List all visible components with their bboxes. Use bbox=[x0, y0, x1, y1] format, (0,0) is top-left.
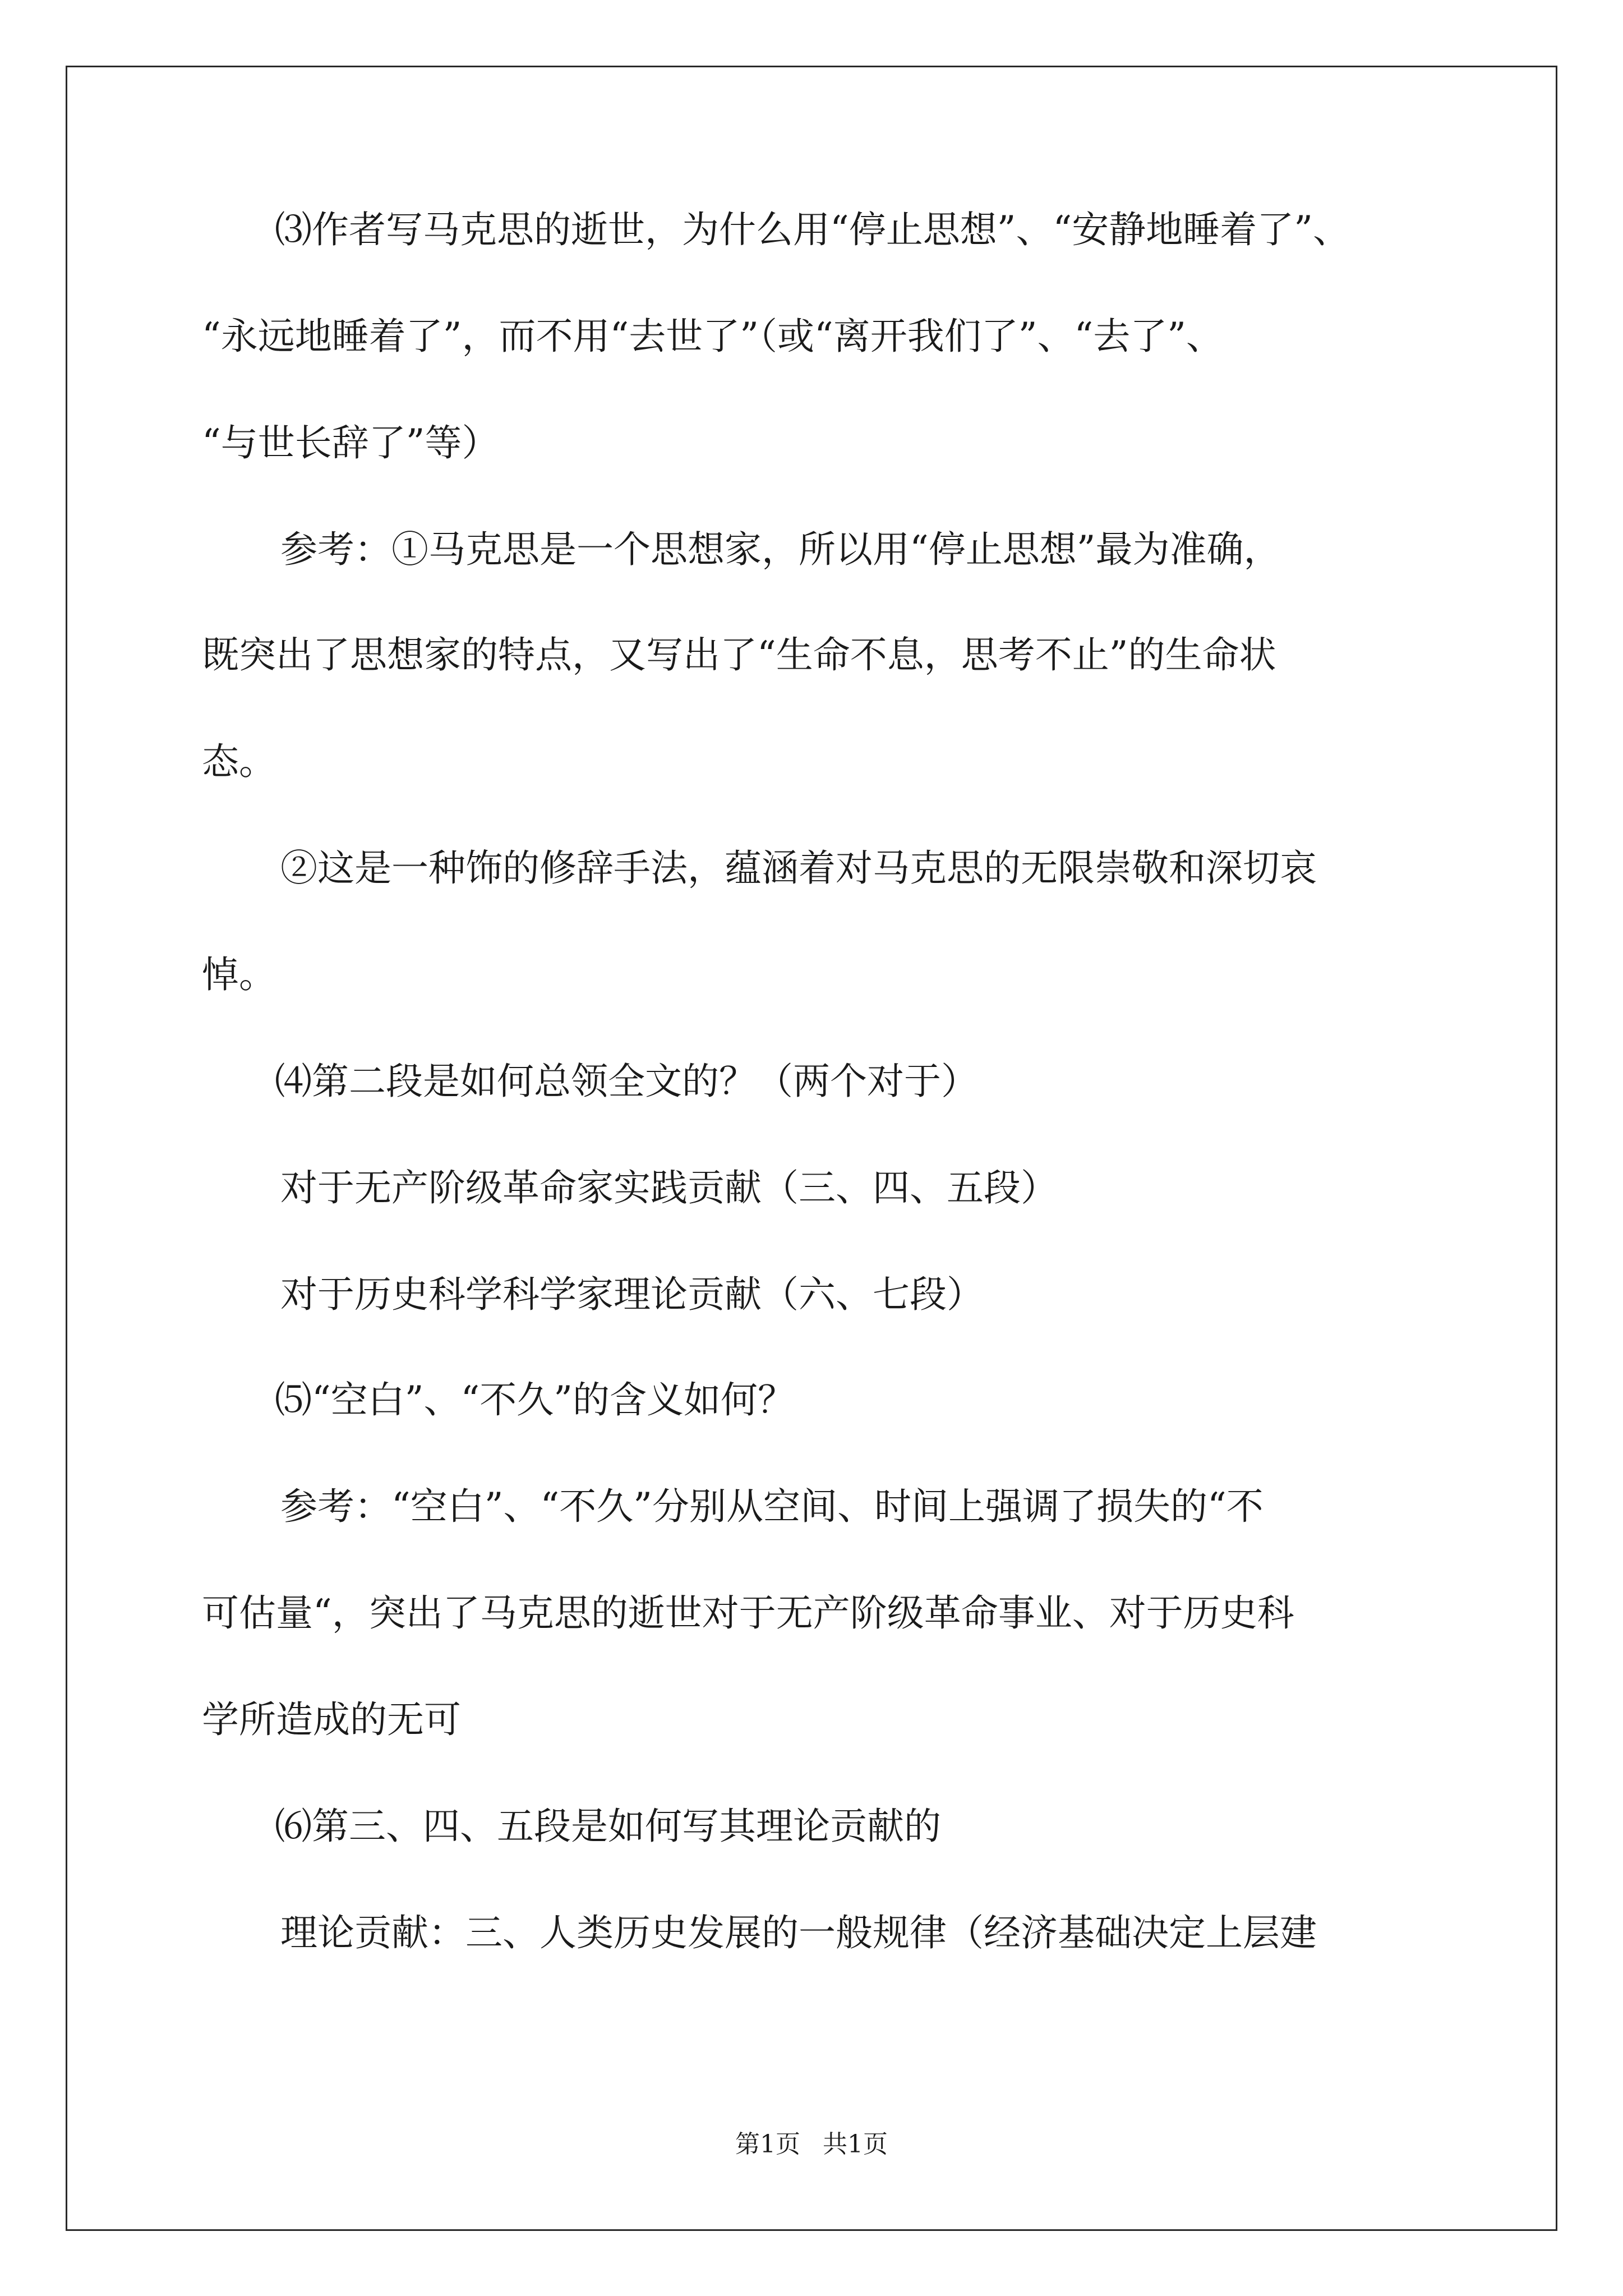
text-line: ②这是一种饰的修辞手法，蕴涵着对马克思的无限崇敬和深切哀 bbox=[280, 846, 1317, 890]
text-line: 参考：①马克思是一个思想家，所以用“停止思想”最为准确， bbox=[280, 528, 1281, 571]
text-line: 理论贡献：三、人类历史发展的一般规律（经济基础决定上层建 bbox=[280, 1911, 1317, 1954]
page-border bbox=[66, 66, 1557, 2231]
text-line: ⑸“空白”、“不久”的含义如何？ bbox=[275, 1378, 795, 1421]
text-line: 既突出了思想家的特点，又写出了“生命不息，思考不止”的生命状 bbox=[202, 633, 1276, 677]
text-line: “与世长辞了”等） bbox=[202, 421, 499, 464]
text-line: 参考：“空白”、“不久”分别从空间、时间上强调了损失的“不 bbox=[280, 1485, 1264, 1528]
text-line: 对于无产阶级革命家实践贡献（三、四、五段） bbox=[280, 1166, 1058, 1209]
page-footer bbox=[0, 2129, 1623, 2160]
text-line: ⑹第三、四、五段是如何写其理论贡献的 bbox=[275, 1805, 941, 1848]
page-total: 共1页 bbox=[823, 2130, 888, 2159]
text-line: 态。 bbox=[202, 740, 276, 783]
page-number: 第1页 bbox=[735, 2130, 800, 2159]
text-line: ⑶作者写马克思的逝世，为什么用“停止思想”、“安静地睡着了”、 bbox=[275, 208, 1350, 251]
text-line: 悼。 bbox=[202, 953, 276, 996]
text-line: 可估量“，突出了马克思的逝世对于无产阶级革命事业、对于历史科 bbox=[202, 1591, 1294, 1635]
text-line: ⑷第二段是如何总领全文的？（两个对于） bbox=[275, 1060, 978, 1103]
text-line: “永远地睡着了”，而不用“去世了”（或“离开我们了”、“去了”、 bbox=[202, 315, 1223, 358]
text-line: 学所造成的无可 bbox=[202, 1698, 461, 1741]
text-line: 对于历史科学科学家理论贡献（六、七段） bbox=[280, 1273, 984, 1316]
